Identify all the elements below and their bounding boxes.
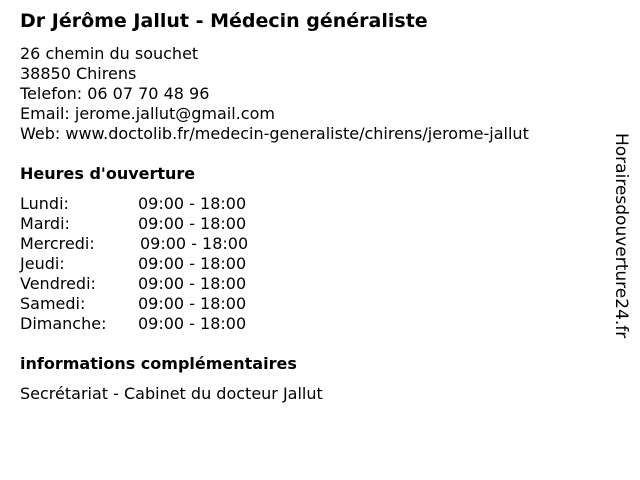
additional-info-text: Secrétariat - Cabinet du docteur Jallut xyxy=(20,384,323,403)
hours-row-tuesday xyxy=(20,214,280,234)
day-label: Vendredi: xyxy=(20,274,96,293)
time-range: 09:00 - 18:00 xyxy=(140,234,249,253)
site-watermark: Horairesdouverture24.fr xyxy=(611,133,631,339)
additional-info-heading: informations complémentaires xyxy=(20,354,297,373)
hours-row-sunday xyxy=(20,314,280,334)
day-label: Jeudi: xyxy=(20,254,65,273)
email-address: Email: jerome.jallut@gmail.com xyxy=(20,104,275,123)
day-label: Lundi: xyxy=(20,194,69,213)
day-label: Mercredi: xyxy=(20,234,95,253)
opening-hours-list xyxy=(20,194,280,334)
city-postcode: 38850 Chirens xyxy=(20,64,137,83)
phone-number: Telefon: 06 07 70 48 96 xyxy=(20,84,210,103)
time-range: 09:00 - 18:00 xyxy=(138,314,247,333)
street-address: 26 chemin du souchet xyxy=(20,44,199,63)
hours-row-saturday xyxy=(20,294,280,314)
contact-block xyxy=(20,44,529,144)
page-title: Dr Jérôme Jallut - Médecin généraliste xyxy=(20,10,428,32)
time-range: 09:00 - 18:00 xyxy=(138,274,247,293)
opening-hours-heading: Heures d'ouverture xyxy=(20,164,196,183)
time-range: 09:00 - 18:00 xyxy=(138,254,247,273)
day-label: Dimanche: xyxy=(20,314,107,333)
website-url: Web: www.doctolib.fr/medecin-generaliste/chirens/jerome-jallut xyxy=(20,124,529,143)
time-range: 09:00 - 18:00 xyxy=(138,214,247,233)
day-label: Samedi: xyxy=(20,294,86,313)
hours-row-wednesday xyxy=(20,234,280,254)
hours-row-friday xyxy=(20,274,280,294)
hours-row-thursday xyxy=(20,254,280,274)
day-label: Mardi: xyxy=(20,214,70,233)
time-range: 09:00 - 18:00 xyxy=(138,294,247,313)
hours-row-monday xyxy=(20,194,280,214)
time-range: 09:00 - 18:00 xyxy=(138,194,247,213)
